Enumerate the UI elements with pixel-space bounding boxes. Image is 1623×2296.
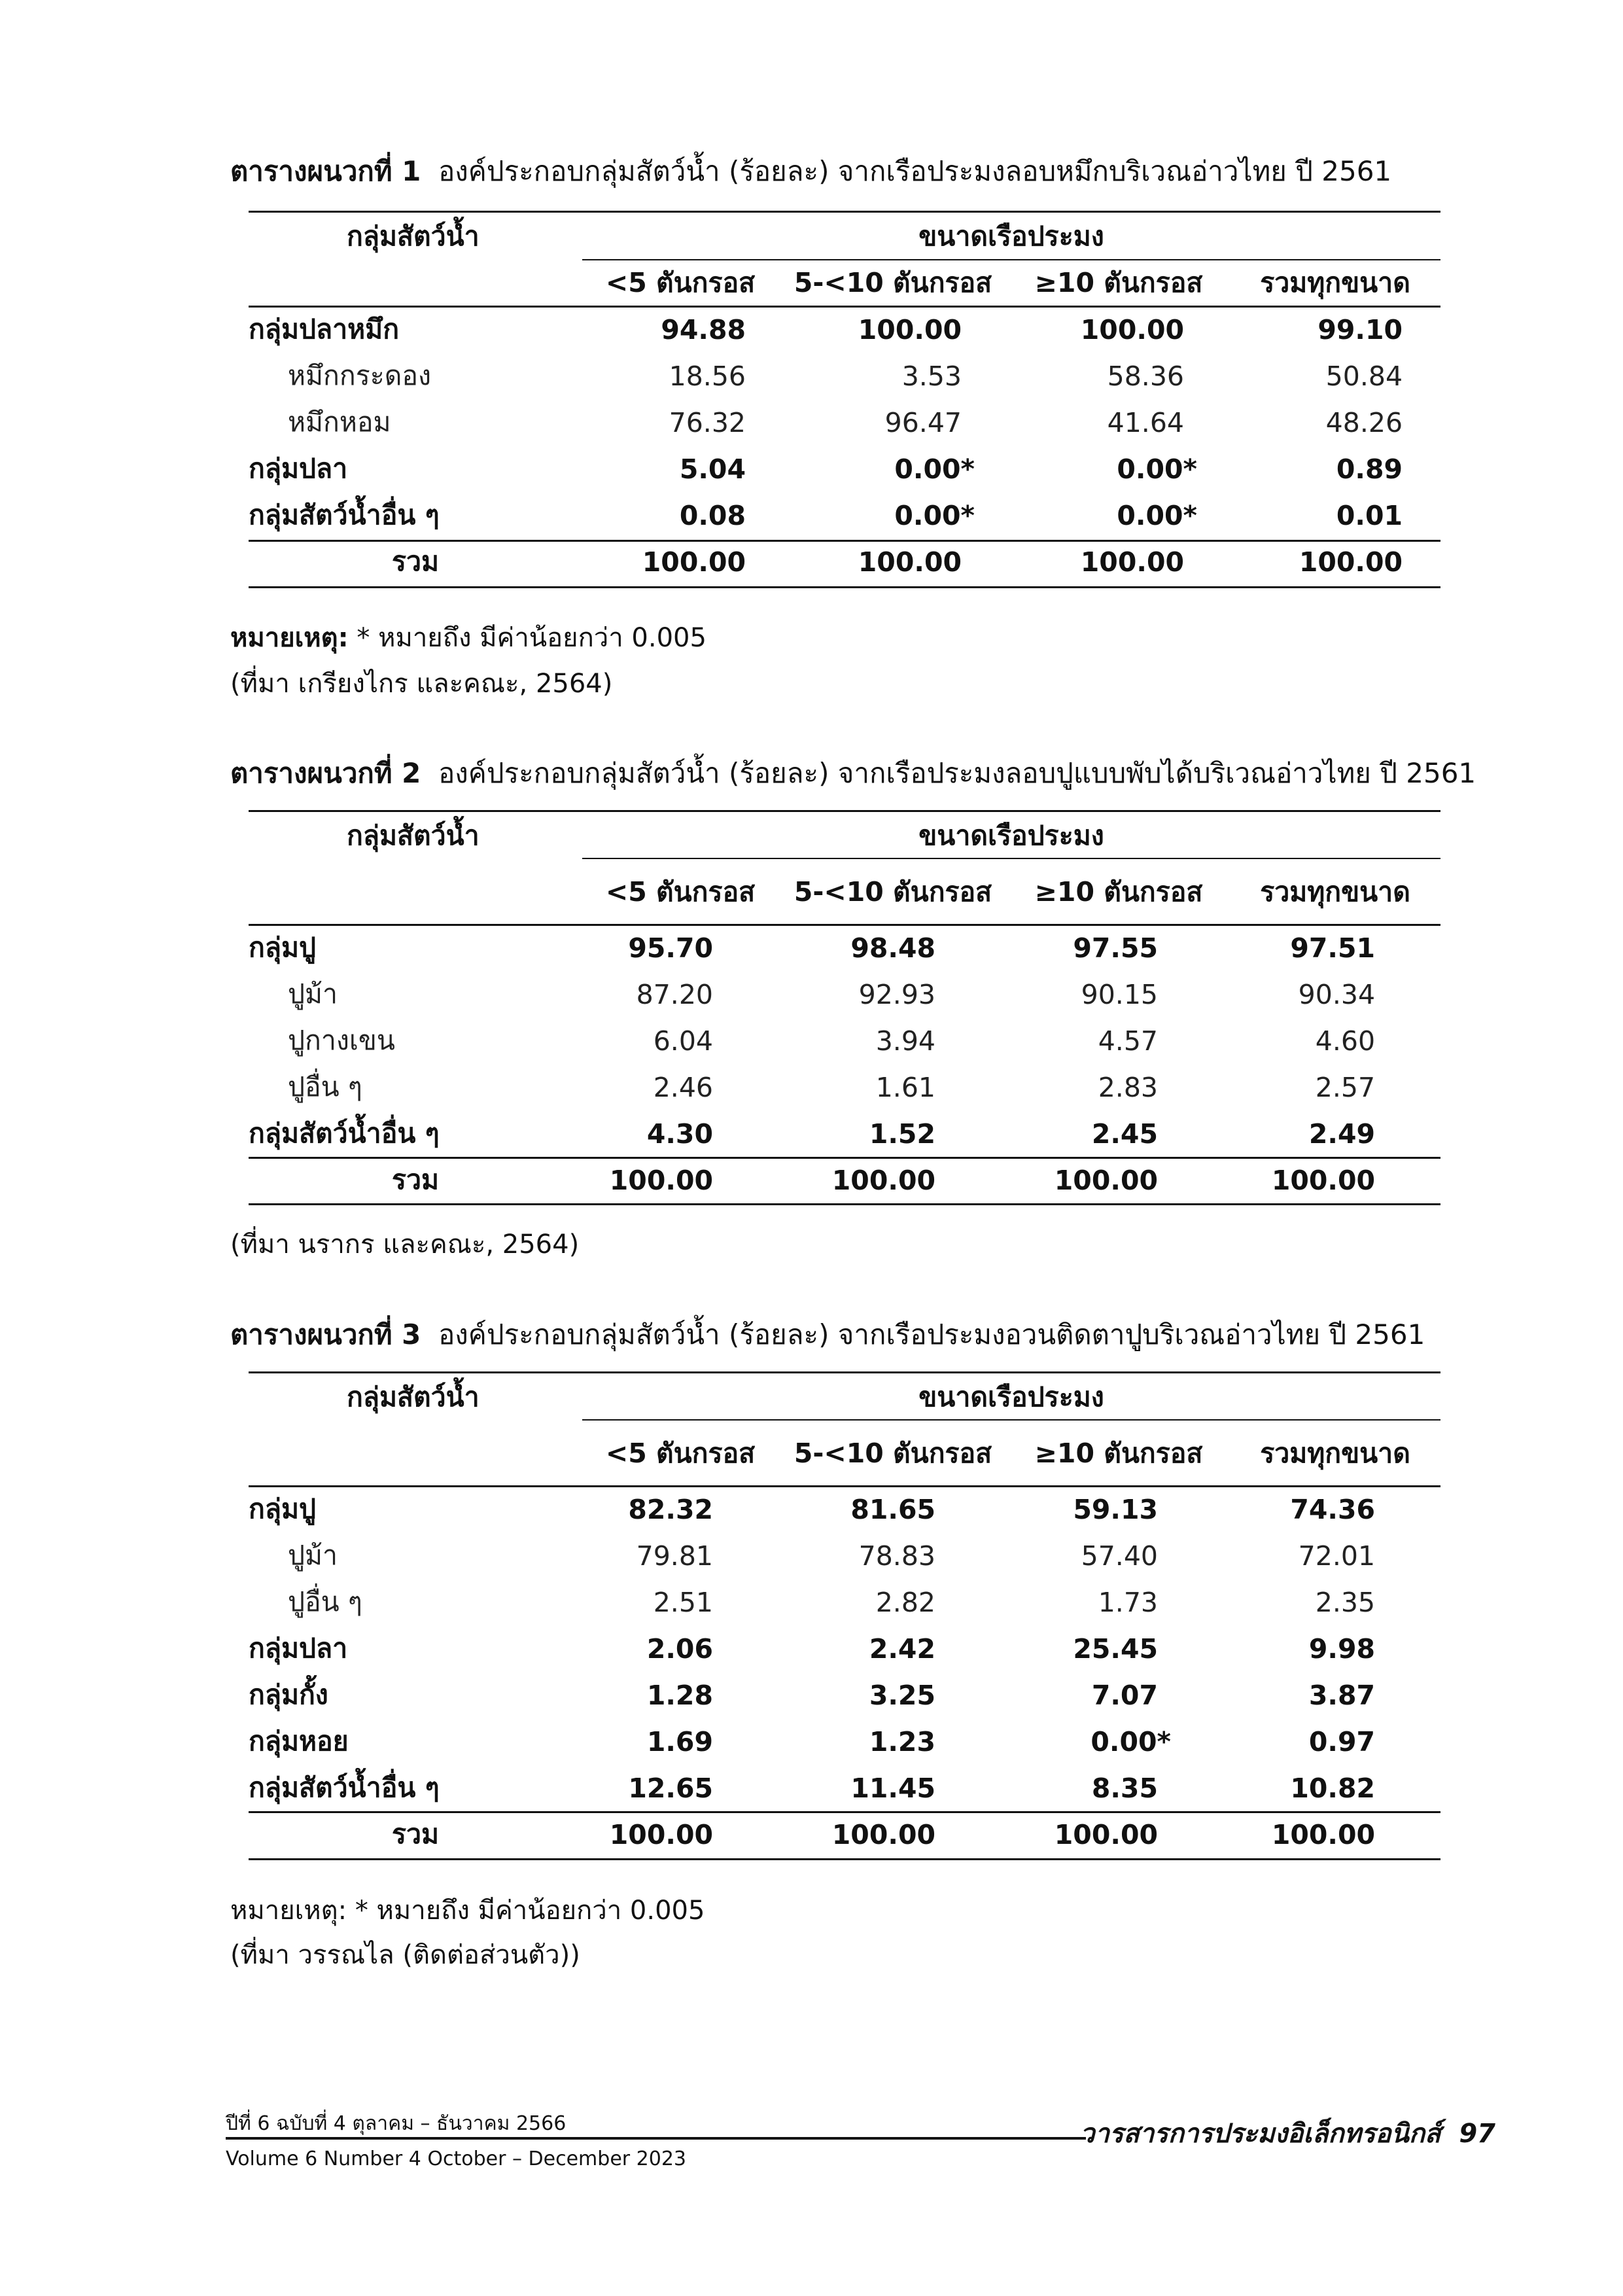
table2-col-header: 5-<10 ตันกรอส (794, 875, 992, 908)
table2-group-header: กลุ่มสัตว์น้ำ (347, 820, 480, 851)
table1-col-header: รวมทุกขนาด (1260, 267, 1410, 298)
table-row: หมึกหอม 76.32 96.47 41.64 48.26 (288, 406, 1403, 438)
table-row: กลุ่มปู 82.32 81.65 59.13 74.36 (249, 1493, 1376, 1525)
table3-note: หมายเหตุ: * หมายถึง มีค่าน้อยกว่า 0.005 (230, 1896, 705, 1926)
table-row: กลุ่มปลาหมึก 94.88 100.00 100.00 99.10 (249, 313, 1403, 345)
table2 (249, 813, 1440, 1203)
table-row: หมึกกระดอง 18.56 3.53 58.36 50.84 (288, 360, 1403, 392)
table-row: ปูม้า 79.81 78.83 57.40 72.01 (288, 1540, 1376, 1572)
table2-caption-number: ตารางผนวกที่ 2 (230, 757, 421, 789)
table1-size-header: ขนาดเรือประมง (918, 221, 1104, 252)
table3-header-row1 (249, 1374, 1440, 1421)
table1-top-rule (249, 211, 1440, 213)
table1-bottom-rule (249, 586, 1440, 588)
table3 (249, 1374, 1440, 1858)
table3-header-row2 (249, 1421, 1440, 1486)
table-row: กลุ่มหอย 1.69 1.23 0.00* 0.97 (249, 1725, 1376, 1757)
table3-top-rule (249, 1371, 1440, 1373)
table3-source: (ที่มา วรรณไล (ติดต่อส่วนตัว)) (230, 1940, 580, 1970)
table-row: ปูอื่น ๆ 2.51 2.82 1.73 2.35 (288, 1586, 1376, 1618)
footer-journal-name: วารสารการประมงอิเล็กทรอนิกส์ (1080, 2119, 1441, 2149)
table1-header-row2 (249, 260, 1440, 306)
table-row: กลุ่มปลา 2.06 2.42 25.45 9.98 (249, 1633, 1376, 1665)
footer-issue-th: ปีที่ 6 ฉบับที่ 4 ตุลาคม – ธันวาคม 2566 (226, 2112, 567, 2135)
table2-col-header: รวมทุกขนาด (1260, 875, 1410, 908)
table1-source: (ที่มา เกรียงไกร และคณะ, 2564) (230, 669, 613, 699)
table1-caption-number: ตารางผนวกที่ 1 (230, 155, 421, 187)
table1-col-header: 5-<10 ตันกรอส (794, 267, 992, 298)
table-row: กลุ่มสัตว์น้ำอื่น ๆ 12.65 11.45 8.35 10.82 (249, 1772, 1376, 1804)
footer-rule (226, 2137, 1086, 2140)
table3-bottom-rule (249, 1858, 1440, 1860)
table3-col-header: 5-<10 ตันกรอส (794, 1437, 992, 1469)
table1-col-header: ≥10 ตันกรอส (1034, 267, 1203, 298)
table3-caption-text: องค์ประกอบกลุ่มสัตว์น้ำ (ร้อยละ) จากเรือประมงอวนติดตาปูบริเวณอ่าวไทย ปี 2561 (438, 1318, 1425, 1351)
table1-group-header: กลุ่มสัตว์น้ำ (347, 221, 480, 252)
table3-group-header: กลุ่มสัตว์น้ำ (347, 1381, 480, 1413)
table1-caption-text: องค์ประกอบกลุ่มสัตว์น้ำ (ร้อยละ) จากเรือประมงลอบหมึกบริเวณอ่าวไทย ปี 2561 (438, 155, 1392, 187)
table2-col-header: <5 ตันกรอส (605, 875, 756, 908)
table3-col-header: ≥10 ตันกรอส (1034, 1437, 1203, 1469)
table3-col-header: <5 ตันกรอส (605, 1437, 756, 1469)
footer-issue-en: Volume 6 Number 4 October – December 2023 (226, 2147, 686, 2170)
table2-header-row2 (249, 859, 1440, 925)
table2-source: (ที่มา นรากร และคณะ, 2564) (230, 1229, 580, 1260)
table3-size-header: ขนาดเรือประมง (918, 1381, 1104, 1413)
table3-caption-number: ตารางผนวกที่ 3 (230, 1318, 421, 1351)
table1 (249, 213, 1440, 585)
table2-caption (230, 754, 1476, 793)
table-row: ปูม้า 87.20 92.93 90.15 90.34 (288, 978, 1376, 1010)
table-row: ปูอื่น ๆ 2.46 1.61 2.83 2.57 (288, 1071, 1376, 1103)
table3-caption (230, 1315, 1425, 1354)
page-number: 97 (1459, 2119, 1495, 2149)
table2-bottom-rule (249, 1203, 1440, 1205)
table-row: กลุ่มสัตว์น้ำอื่น ๆ 0.08 0.00* 0.00* 0.01 (249, 499, 1403, 531)
table1-caption (230, 152, 1391, 191)
table-total-row: รวม 100.00 100.00 100.00 100.00 (391, 546, 1403, 578)
table2-size-header: ขนาดเรือประมง (918, 820, 1104, 851)
table-row: กลุ่มปู 95.70 98.48 97.55 97.51 (249, 932, 1376, 964)
table1-note-text: * หมายถึง มีค่าน้อยกว่า 0.005 (357, 623, 707, 653)
table-row: กลุ่มสัตว์น้ำอื่น ๆ 4.30 1.52 2.45 2.49 (249, 1118, 1376, 1150)
table-row: กลุ่มกั้ง 1.28 3.25 7.07 3.87 (249, 1679, 1376, 1711)
table2-top-rule (249, 810, 1440, 812)
table-total-row: รวม 100.00 100.00 100.00 100.00 (391, 1164, 1376, 1196)
table1-header-row1 (249, 213, 1440, 260)
table-row: ปูกางเขน 6.04 3.94 4.57 4.60 (288, 1025, 1376, 1057)
table1-note-label: หมายเหตุ: (230, 623, 349, 653)
footer-journal (1080, 2112, 1495, 2154)
table2-caption-text: องค์ประกอบกลุ่มสัตว์น้ำ (ร้อยละ) จากเรือประมงลอบปูแบบพับได้บริเวณอ่าวไทย ปี 2561 (438, 757, 1476, 789)
table2-header-row1 (249, 813, 1440, 859)
table3-col-header: รวมทุกขนาด (1260, 1437, 1410, 1469)
table-total-row: รวม 100.00 100.00 100.00 100.00 (391, 1818, 1376, 1850)
table1-col-header: <5 ตันกรอส (605, 267, 756, 298)
table1-note (230, 618, 707, 658)
table-row: กลุ่มปลา 5.04 0.00* 0.00* 0.89 (249, 453, 1403, 485)
table2-col-header: ≥10 ตันกรอส (1034, 875, 1203, 908)
